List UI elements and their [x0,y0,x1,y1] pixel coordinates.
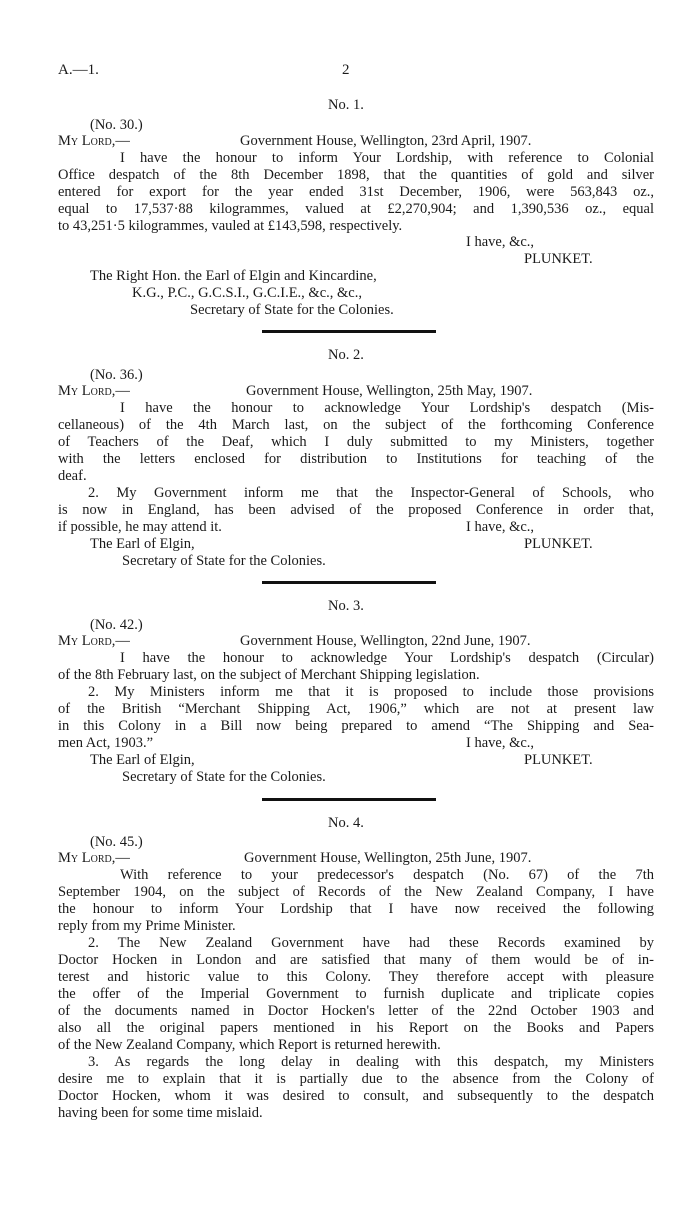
body-line: with the letters enclosed for distribution to Institutions for teaching of the [58,451,654,467]
body-line: to 43,251·5 kilogrammes, vauled at £143,598, respectively. [58,218,403,234]
letter-address: Government House, Wellington, 23rd April, 1907. [240,133,532,149]
addressee-line: Secretary of State for the Colonies. [122,769,326,785]
body-line: terest and historic value to this Colony. They therefore accept with pleasure [58,969,654,985]
letter-address: Government House, Wellington, 22nd June, 1907. [240,633,531,649]
page-header-ref: A.—1. [58,62,99,78]
body-line: 2. The New Zealand Government have had these Records examined by [88,935,654,951]
body-line: With reference to your predecessor's despatch (No. 67) of the 7th [120,867,654,883]
body-line: the honour to inform Your Lordship that I have now received the following [58,901,654,917]
addressee-line: The Earl of Elgin, [90,752,195,768]
body-line: if possible, he may attend it. [58,519,222,535]
addressee-line: K.G., P.C., G.C.S.I., G.C.I.E., &c., &c., [132,285,362,301]
body-line: having been for some time mislaid. [58,1105,263,1121]
body-line: I have the honour to acknowledge Your Lordship's despatch (Mis- [120,400,654,416]
letter-number: No. 2. [328,347,364,363]
closing: I have, &c., [466,519,535,535]
body-line: Office despatch of the 8th December 1898, that the quantities of gold and silver [58,167,654,183]
letter-ref: (No. 30.) [90,117,143,133]
addressee-line: Secretary of State for the Colonies. [190,302,394,318]
body-line: cellaneous) of the 4th March last, on the subject of the forthcoming Conference [58,417,654,433]
closing: I have, &c., [466,735,535,751]
section-divider [262,798,436,801]
body-line: Doctor Hocken in London and are satisfied that many of them would be of in- [58,952,654,968]
section-divider [262,581,436,584]
body-line: the offer of the Imperial Government to furnish duplicate and triplicate copies [58,986,654,1002]
body-line: reply from my Prime Minister. [58,918,236,934]
body-line: entered for export for the year ended 31st December, 1906, were 563,843 oz., [58,184,654,200]
body-line: I have the honour to inform Your Lordship, with reference to Colonial [120,150,654,166]
body-line: of the British “Merchant Shipping Act, 1906,” which are not at present law [58,701,654,717]
letter-ref: (No. 36.) [90,367,143,383]
addressee-line: The Right Hon. the Earl of Elgin and Kincardine, [90,268,377,284]
letter-number: No. 1. [328,97,364,113]
salutation: My Lord,— [58,633,130,649]
section-divider [262,330,436,333]
addressee-line: The Earl of Elgin, [90,536,195,552]
body-line: deaf. [58,468,87,484]
addressee-line: Secretary of State for the Colonies. [122,553,326,569]
body-line: 2. My Government inform me that the Inspector-General of Schools, who [88,485,654,501]
letter-ref: (No. 42.) [90,617,143,633]
body-line: of the 8th February last, on the subject of Merchant Shipping legislation. [58,667,480,683]
letter-address: Government House, Wellington, 25th June, 1907. [244,850,532,866]
body-line: of the New Zealand Company, which Report is returned herewith. [58,1037,441,1053]
body-line: 2. My Ministers inform me that it is proposed to include those provisions [88,684,654,700]
letter-address: Government House, Wellington, 25th May, 1907. [246,383,533,399]
body-line: also all the original papers mentioned in his Report on the Books and Papers [58,1020,654,1036]
body-line: is now in England, has been advised of the proposed Conference in order that, [58,502,654,518]
letter-number: No. 3. [328,598,364,614]
signature: PLUNKET. [524,752,593,768]
salutation: My Lord,— [58,133,130,149]
body-line: Doctor Hocken, whom it was desired to consult, and subsequently to the despatch [58,1088,654,1104]
salutation: My Lord,— [58,850,130,866]
body-line: September 1904, on the subject of Records of the New Zealand Company, I have [58,884,654,900]
body-line: 3. As regards the long delay in dealing with this despatch, my Ministers [88,1054,654,1070]
body-line: equal to 17,537·88 kilogrammes, valued at £2,270,904; and 1,390,536 oz., equal [58,201,654,217]
body-line: of the documents named in Doctor Hocken's letter of the 22nd October 1903 and [58,1003,654,1019]
letter-ref: (No. 45.) [90,834,143,850]
page-number: 2 [342,62,350,78]
body-line: desire me to explain that it is partially due to the absence from the Colony of [58,1071,654,1087]
body-line: men Act, 1903.” [58,735,154,751]
body-line: I have the honour to acknowledge Your Lordship's despatch (Circular) [120,650,654,666]
letter-number: No. 4. [328,815,364,831]
closing: I have, &c., [466,234,535,250]
body-line: in this Colony in a Bill now being prepared to amend “The Shipping and Sea- [58,718,654,734]
signature: PLUNKET. [524,251,593,267]
signature: PLUNKET. [524,536,593,552]
body-line: of Teachers of the Deaf, which I duly submitted to my Ministers, together [58,434,654,450]
salutation: My Lord,— [58,383,130,399]
